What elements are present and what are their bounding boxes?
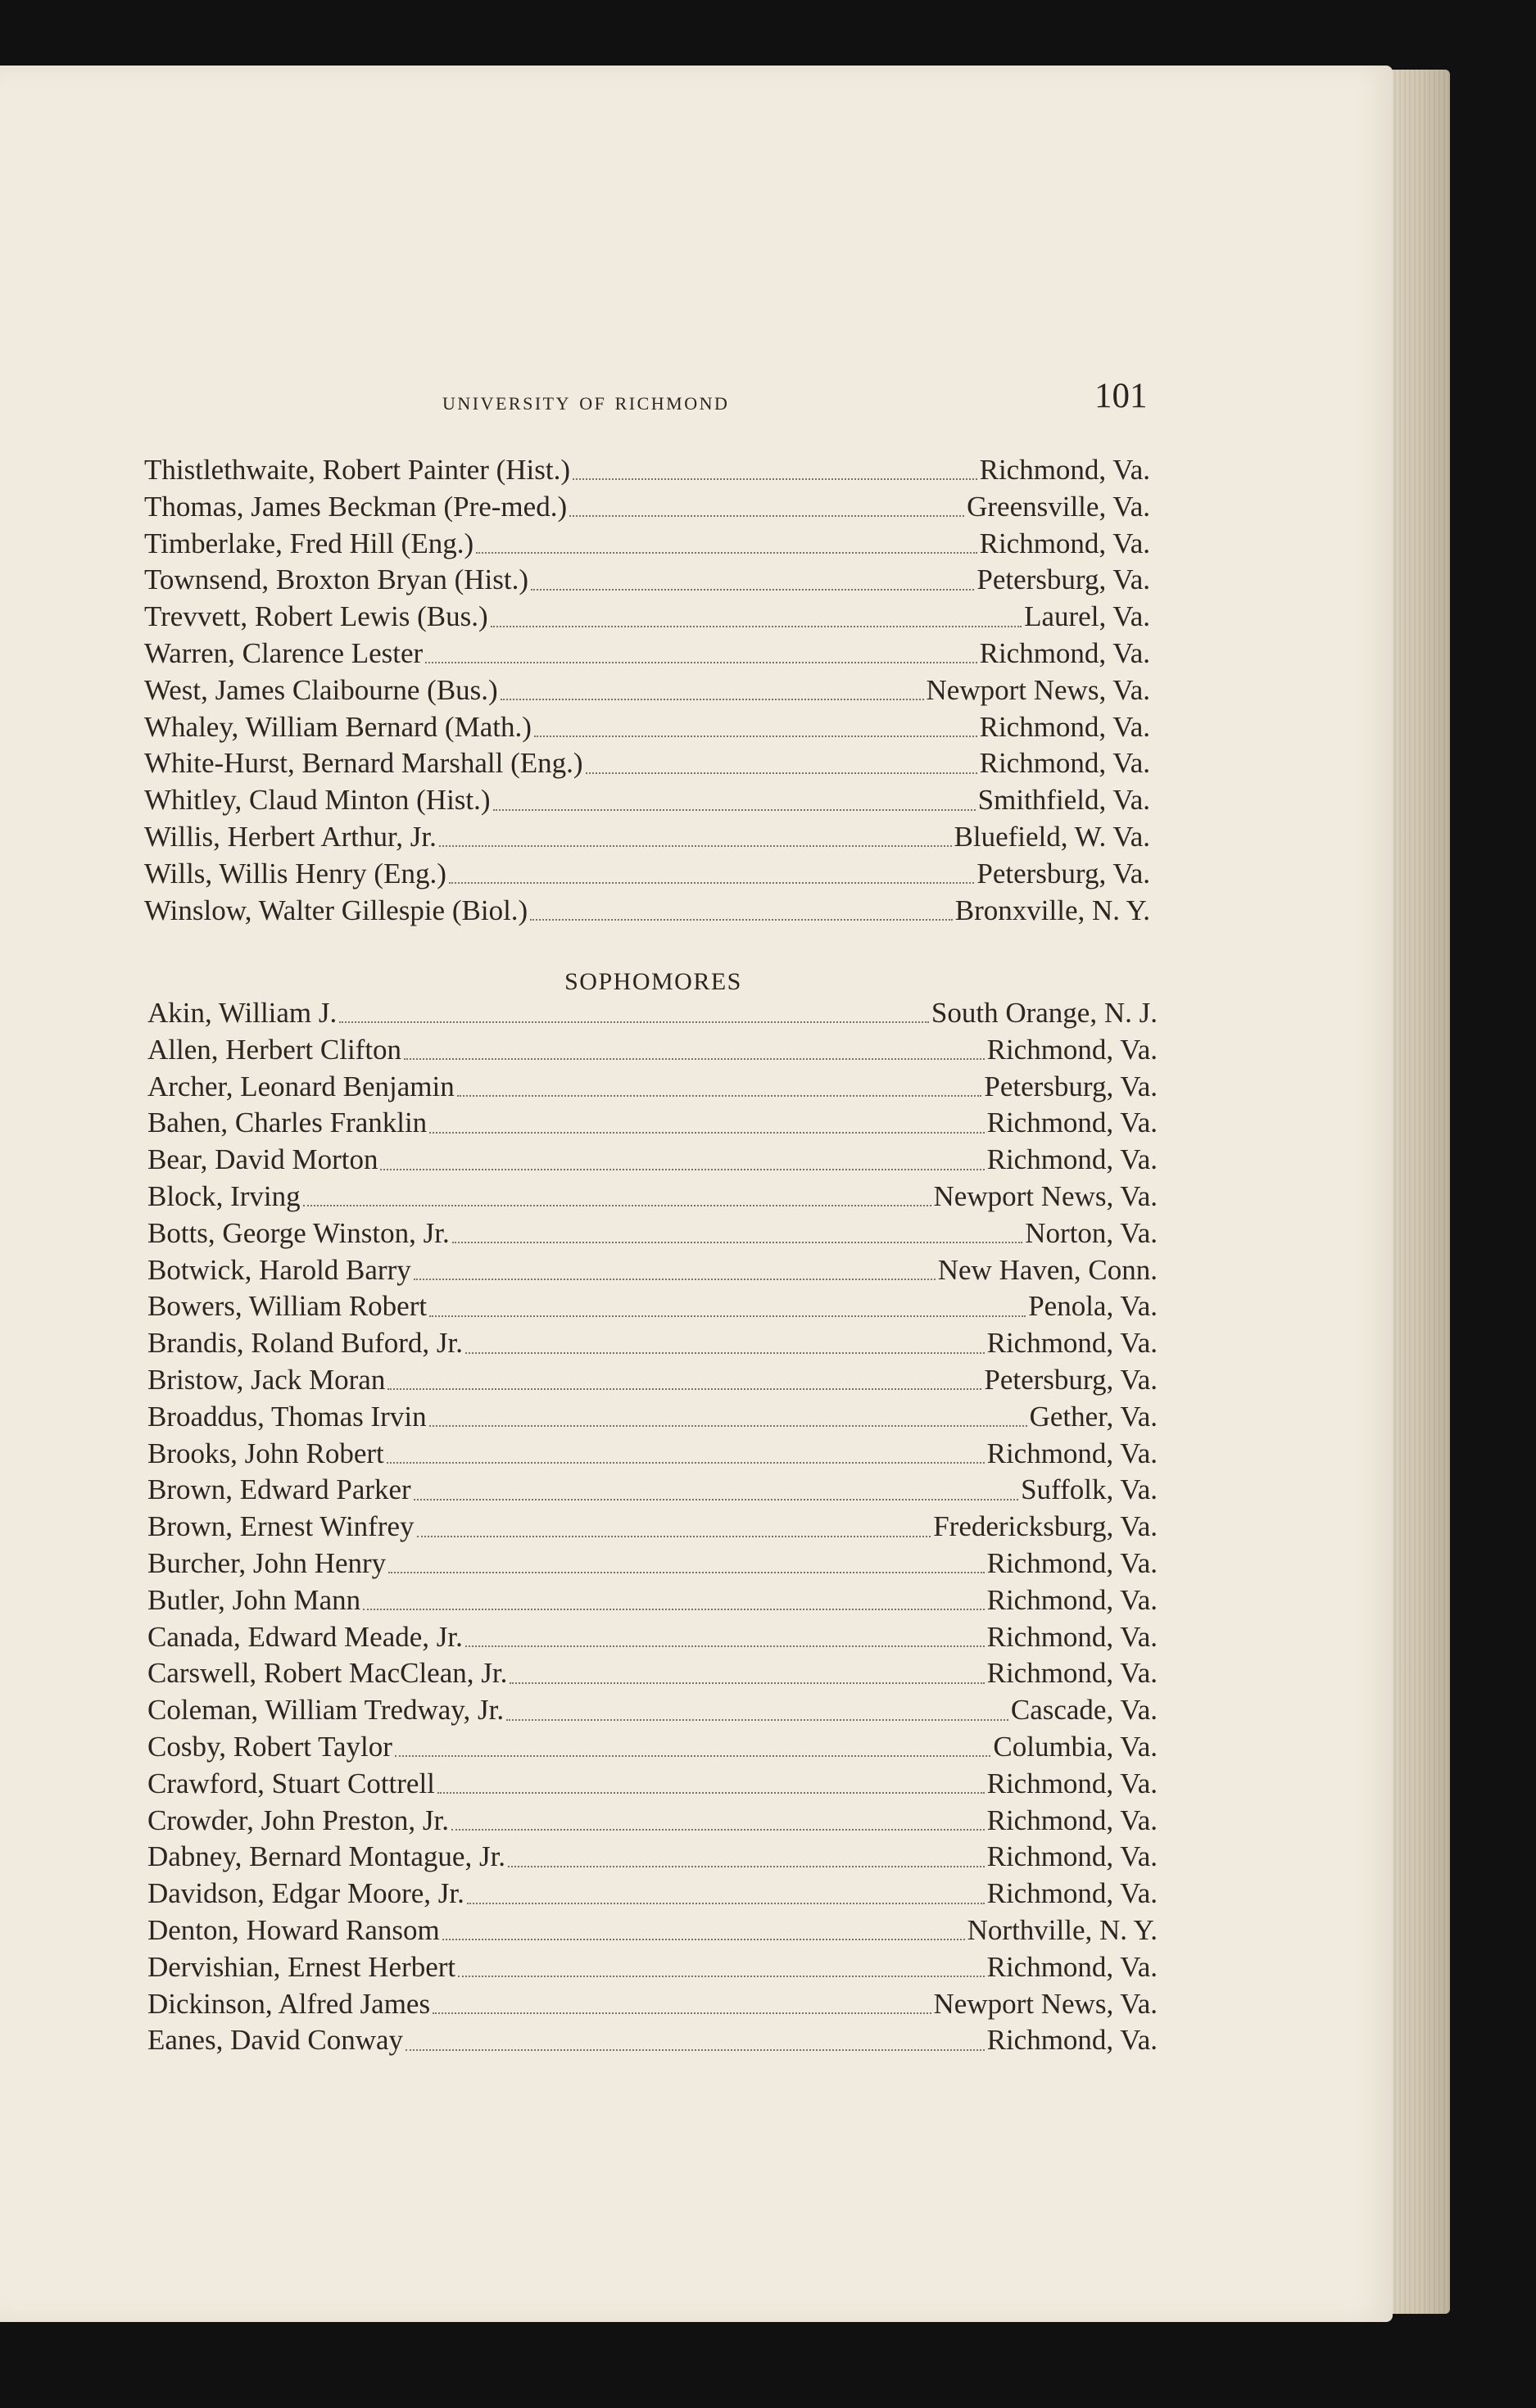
list-item: [147, 1729, 1158, 1766]
list-item: [147, 1325, 1158, 1362]
list-item: [144, 672, 1150, 709]
list-item: [144, 599, 1150, 636]
student-name: Townsend, Broxton Bryan (Hist.): [144, 564, 529, 596]
hometown: Suffolk, Va.: [1021, 1473, 1158, 1506]
list-item: [147, 1803, 1158, 1840]
hometown: Richmond, Va.: [986, 1767, 1158, 1799]
student-name: Crawford, Stuart Cottrell: [147, 1767, 435, 1799]
page-header: [0, 311, 1393, 415]
list-item: [144, 856, 1150, 893]
student-name: Winslow, Walter Gillespie (Biol.): [144, 894, 528, 926]
dot-leader: [388, 1572, 984, 1573]
student-name: Brooks, John Robert: [147, 1437, 384, 1469]
dot-leader: [467, 1903, 985, 1904]
list-item: [144, 562, 1150, 599]
student-name: Canada, Edward Meade, Jr.: [147, 1620, 463, 1653]
hometown: Petersburg, Va.: [984, 1363, 1158, 1396]
list-item: [147, 1399, 1158, 1436]
hometown: Richmond, Va.: [986, 1143, 1158, 1176]
hometown: Penola, Va.: [1028, 1290, 1158, 1323]
dot-leader: [414, 1499, 1018, 1500]
dot-leader: [417, 1536, 931, 1537]
dot-leader: [531, 589, 974, 591]
hometown: Richmond, Va.: [986, 1620, 1158, 1653]
dot-leader: [387, 1388, 981, 1390]
list-item: [147, 1986, 1158, 2023]
student-name: Whitley, Claud Minton (Hist.): [144, 784, 491, 817]
dot-leader: [380, 1169, 984, 1170]
hometown: Newport News, Va.: [933, 1179, 1158, 1212]
list-item: [147, 995, 1158, 1032]
student-list-upper: [144, 452, 1150, 929]
student-name: Allen, Herbert Clifton: [147, 1033, 402, 1066]
list-item: [144, 709, 1150, 746]
list-item: [147, 1142, 1158, 1179]
student-name: Thomas, James Beckman (Pre-med.): [144, 490, 568, 523]
dot-leader: [476, 552, 976, 554]
hometown: Petersburg, Va.: [984, 1070, 1158, 1102]
dot-leader: [414, 1279, 936, 1280]
list-item: [147, 1288, 1158, 1325]
student-name: Dervishian, Ernest Herbert: [147, 1950, 456, 1983]
hometown: Petersburg, Va.: [976, 857, 1150, 889]
dot-leader: [442, 1939, 965, 1940]
hometown: Richmond, Va.: [986, 1804, 1158, 1836]
list-item: [147, 1582, 1158, 1619]
student-name: Brown, Edward Parker: [147, 1473, 411, 1506]
hometown: Newport News, Va.: [926, 673, 1150, 706]
student-name: Coleman, William Tredway, Jr.: [147, 1694, 505, 1727]
dot-leader: [491, 626, 1022, 627]
book-page: [0, 66, 1393, 2322]
list-item: [147, 1876, 1158, 1912]
hometown: Richmond, Va.: [979, 527, 1150, 559]
dot-leader: [452, 1242, 1023, 1243]
dot-leader: [465, 1645, 985, 1647]
list-item: [147, 1949, 1158, 1986]
hometown: Richmond, Va.: [979, 454, 1150, 486]
student-name: Willis, Herbert Arthur, Jr.: [144, 820, 437, 853]
student-name: Eanes, David Conway: [147, 2024, 404, 2057]
student-name: Warren, Clarence Lester: [144, 636, 424, 669]
student-name: Carswell, Robert MacClean, Jr.: [147, 1657, 508, 1690]
student-name: Wills, Willis Henry (Eng.): [144, 857, 446, 889]
student-name: Bowers, William Robert: [147, 1290, 428, 1323]
hometown: Norton, Va.: [1025, 1216, 1158, 1249]
list-item: [147, 1472, 1158, 1509]
dot-leader: [429, 1425, 1027, 1427]
dot-leader: [433, 2012, 931, 2014]
student-name: Crowder, John Preston, Jr.: [147, 1804, 450, 1836]
list-item: [147, 1546, 1158, 1582]
hometown: Richmond, Va.: [986, 1107, 1158, 1139]
student-name: Broaddus, Thomas Irvin: [147, 1400, 427, 1433]
hometown: Smithfield, Va.: [977, 784, 1150, 817]
dot-leader: [363, 1609, 985, 1610]
list-item: [147, 1619, 1158, 1656]
student-name: Dickinson, Alfred James: [147, 1987, 431, 2020]
student-name: Denton, Howard Ransom: [147, 1913, 440, 1946]
list-item: [147, 1912, 1158, 1949]
list-item: [147, 1692, 1158, 1729]
hometown: Richmond, Va.: [986, 2024, 1158, 2057]
hometown: Richmond, Va.: [986, 1657, 1158, 1690]
hometown: Bronxville, N. Y.: [954, 894, 1150, 926]
list-item: [144, 636, 1150, 672]
dot-leader: [465, 1352, 985, 1354]
dot-leader: [429, 1132, 984, 1134]
student-name: White-Hurst, Bernard Marshall (Eng.): [144, 747, 583, 780]
dot-leader: [508, 1866, 985, 1867]
dot-leader: [425, 662, 976, 663]
hometown: Richmond, Va.: [986, 1840, 1158, 1873]
list-item: [144, 745, 1150, 782]
list-item: [147, 1436, 1158, 1473]
dot-leader: [506, 1719, 1008, 1721]
list-item: [147, 1252, 1158, 1289]
list-item: [147, 1509, 1158, 1546]
student-name: Whaley, William Bernard (Math.): [144, 710, 532, 743]
student-name: Butler, John Mann: [147, 1583, 361, 1616]
hometown: Richmond, Va.: [986, 1327, 1158, 1360]
hometown: South Orange, N. J.: [931, 997, 1158, 1029]
hometown: Bluefield, W. Va.: [954, 820, 1150, 853]
dot-leader: [406, 2049, 985, 2051]
dot-leader: [569, 515, 964, 517]
hometown: Richmond, Va.: [986, 1546, 1158, 1579]
hometown: Newport News, Va.: [933, 1987, 1158, 2020]
dot-leader: [449, 882, 975, 884]
hometown: Richmond, Va.: [979, 636, 1150, 669]
student-name: Archer, Leonard Benjamin: [147, 1070, 455, 1102]
dot-leader: [458, 1976, 984, 1977]
section-heading-sophomores: SOPHOMORES: [564, 968, 742, 995]
student-name: Bahen, Charles Franklin: [147, 1107, 428, 1139]
dot-leader: [534, 736, 977, 737]
student-name: Trevvett, Robert Lewis (Bus.): [144, 600, 488, 633]
hometown: Cascade, Va.: [1010, 1694, 1158, 1727]
student-name: Botts, George Winston, Jr.: [147, 1216, 450, 1249]
student-name: Timberlake, Fred Hill (Eng.): [144, 527, 474, 559]
hometown: Richmond, Va.: [986, 1437, 1158, 1469]
list-item: [147, 1362, 1158, 1399]
list-item: [147, 1032, 1158, 1069]
list-item: [147, 1069, 1158, 1106]
dot-leader: [510, 1682, 984, 1684]
dot-leader: [457, 1095, 982, 1097]
list-item: [147, 1179, 1158, 1215]
list-item: [144, 452, 1150, 489]
dot-leader: [404, 1058, 985, 1060]
dot-leader: [339, 1021, 929, 1023]
student-list-sophomores: [147, 995, 1158, 2059]
hometown: Richmond, Va.: [979, 710, 1150, 743]
dot-leader: [501, 699, 924, 700]
student-name: Brown, Ernest Winfrey: [147, 1510, 415, 1543]
dot-leader: [303, 1205, 931, 1206]
list-item: [144, 782, 1150, 819]
dot-leader: [586, 772, 977, 774]
hometown: Richmond, Va.: [986, 1950, 1158, 1983]
dot-leader: [451, 1829, 985, 1831]
list-item: [144, 489, 1150, 526]
student-name: Brandis, Roland Buford, Jr.: [147, 1327, 463, 1360]
running-head: university of richmond: [442, 387, 730, 415]
hometown: New Haven, Conn.: [937, 1253, 1158, 1286]
list-item: [144, 893, 1150, 930]
dot-leader: [530, 919, 953, 921]
list-item: [147, 1766, 1158, 1803]
student-name: Bristow, Jack Moran: [147, 1363, 386, 1396]
student-name: Bear, David Morton: [147, 1143, 378, 1176]
hometown: Gether, Va.: [1029, 1400, 1158, 1433]
hometown: Columbia, Va.: [993, 1730, 1158, 1763]
list-item: [147, 1215, 1158, 1252]
student-name: Botwick, Harold Barry: [147, 1253, 411, 1286]
list-item: [144, 819, 1150, 856]
student-name: Block, Irving: [147, 1179, 301, 1212]
dot-leader: [387, 1462, 985, 1464]
dot-leader: [395, 1755, 990, 1757]
dot-leader: [429, 1315, 1026, 1317]
dot-leader: [439, 845, 952, 847]
list-item: [147, 1105, 1158, 1142]
list-item: [147, 1655, 1158, 1692]
hometown: Petersburg, Va.: [976, 564, 1150, 596]
student-name: Burcher, John Henry: [147, 1546, 387, 1579]
hometown: Richmond, Va.: [986, 1877, 1158, 1910]
hometown: Northville, N. Y.: [967, 1913, 1158, 1946]
hometown: Richmond, Va.: [986, 1583, 1158, 1616]
page-number: 101: [1094, 377, 1148, 415]
student-name: Davidson, Edgar Moore, Jr.: [147, 1877, 464, 1910]
hometown: Laurel, Va.: [1024, 600, 1150, 633]
hometown: Fredericksburg, Va.: [933, 1510, 1158, 1543]
dot-leader: [573, 478, 977, 480]
list-item: [147, 2022, 1158, 2059]
student-name: Akin, William J.: [147, 997, 338, 1029]
dot-leader: [437, 1792, 985, 1794]
list-item: [144, 526, 1150, 563]
dot-leader: [493, 809, 976, 811]
list-item: [147, 1839, 1158, 1876]
student-name: Dabney, Bernard Montague, Jr.: [147, 1840, 506, 1873]
hometown: Greensville, Va.: [967, 490, 1150, 523]
student-name: West, James Claibourne (Bus.): [144, 673, 498, 706]
student-name: Cosby, Robert Taylor: [147, 1730, 392, 1763]
hometown: Richmond, Va.: [979, 747, 1150, 780]
hometown: Richmond, Va.: [986, 1033, 1158, 1066]
student-name: Thistlethwaite, Robert Painter (Hist.): [144, 454, 571, 486]
